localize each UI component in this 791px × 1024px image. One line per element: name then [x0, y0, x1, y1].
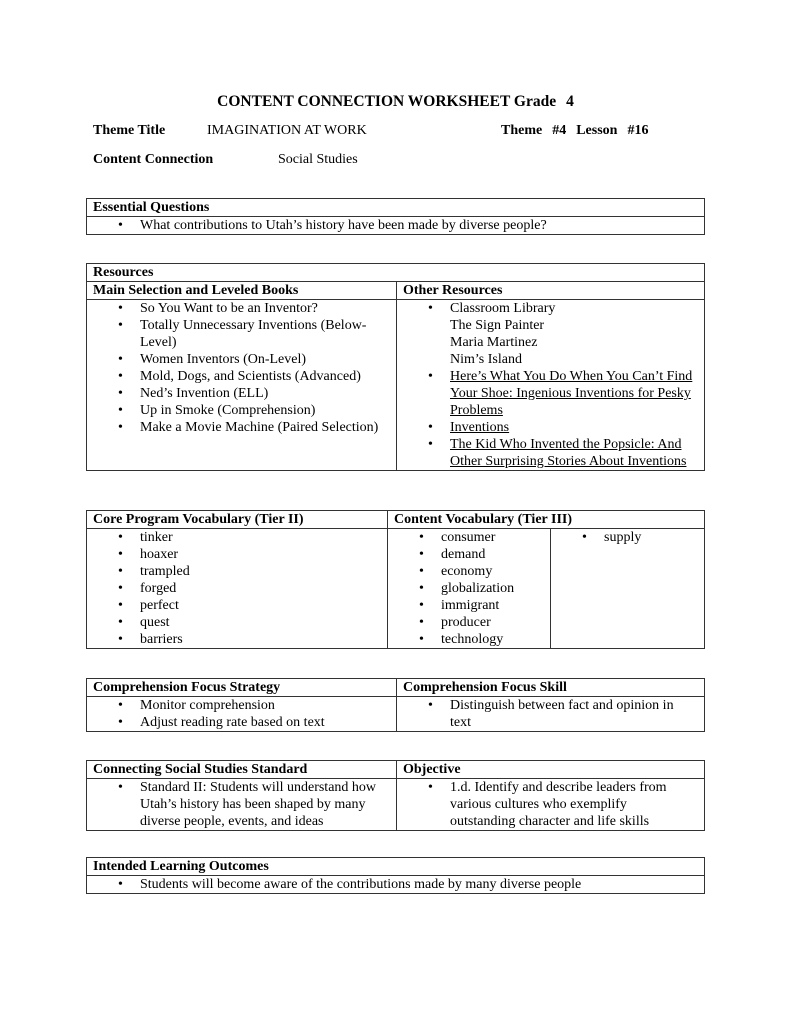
- comprehension-strategy-header: Comprehension Focus Strategy: [87, 679, 397, 697]
- content-vocabulary-item: • producer: [441, 614, 544, 631]
- library-book: Maria Martinez: [450, 335, 538, 350]
- essential-questions-header: Essential Questions: [87, 199, 705, 217]
- resources-header: Resources: [87, 264, 705, 282]
- core-vocabulary-item: • barriers: [140, 631, 381, 648]
- classroom-library-label: • Classroom Library: [450, 301, 556, 316]
- theme-title-row: [93, 123, 367, 139]
- skill-item: • Distinguish between fact and opinion in text: [450, 697, 694, 731]
- core-vocabulary-item: • quest: [140, 614, 381, 631]
- main-selection-item: • Totally Unnecessary Inventions (Below-Level): [140, 317, 380, 351]
- main-selection-item: • Up in Smoke (Comprehension): [140, 402, 380, 419]
- strategy-item: • Adjust reading rate based on text: [140, 714, 390, 731]
- content-vocabulary-item: • technology: [441, 631, 544, 648]
- library-book: The Sign Painter: [450, 318, 545, 333]
- core-vocabulary-item: • trampled: [140, 563, 381, 580]
- content-vocabulary-item: • globalization: [441, 580, 544, 597]
- outcome-item: • Students will become aware of the contributions made by many diverse people: [140, 876, 698, 893]
- outcomes-header: Intended Learning Outcomes: [87, 858, 705, 876]
- standard-table: [86, 760, 705, 831]
- content-connection-value: Social Studies: [278, 152, 358, 167]
- content-vocabulary-item: • supply: [604, 529, 698, 546]
- strategy-item: • Monitor comprehension: [140, 697, 390, 714]
- objective-item: • 1.d. Identify and describe leaders from various cultures who exemplify outstanding character and life skills: [450, 779, 694, 830]
- main-selection-item: • Make a Movie Machine (Paired Selection): [140, 419, 380, 436]
- standard-item: • Standard II: Students will understand how Utah’s history has been shaped by many diverse people, events, and ideas: [140, 779, 386, 830]
- objective-cell: [397, 779, 705, 831]
- core-vocabulary-cell: [87, 529, 388, 649]
- core-vocabulary-item: • tinker: [140, 529, 381, 546]
- content-vocabulary-item: • consumer: [441, 529, 544, 546]
- comprehension-table: [86, 678, 705, 732]
- objective-header: Objective: [397, 761, 705, 779]
- theme-number: #4: [552, 123, 567, 138]
- other-resources-header: Other Resources: [397, 282, 705, 300]
- other-resource-link[interactable]: • Here’s What You Do When You Can’t Find Your Shoe: Ingenious Inventions for Pesky Problems: [450, 368, 694, 419]
- content-vocabulary-item: • immigrant: [441, 597, 544, 614]
- essential-questions-body: [87, 217, 705, 235]
- lesson-number: #16: [627, 123, 649, 138]
- essential-questions-table: [86, 198, 705, 235]
- core-vocabulary-item: • hoaxer: [140, 546, 381, 563]
- core-vocabulary-header: Core Program Vocabulary (Tier II): [87, 511, 388, 529]
- lesson-label: Lesson: [576, 123, 618, 138]
- main-selection-header: Main Selection and Leveled Books: [87, 282, 397, 300]
- page-title-text: CONTENT CONNECTION WORKSHEET Grade: [217, 93, 557, 110]
- theme-title-label: Theme Title: [93, 123, 166, 138]
- other-resource-link[interactable]: • The Kid Who Invented the Popsicle: And Other Surprising Stories About Inventions: [450, 436, 694, 470]
- content-vocabulary-header: Content Vocabulary (Tier III): [388, 511, 705, 529]
- core-vocabulary-item: • perfect: [140, 597, 381, 614]
- comprehension-skill-header: Comprehension Focus Skill: [397, 679, 705, 697]
- content-vocabulary-cell-2: [551, 529, 705, 649]
- content-vocabulary-cell: [388, 529, 551, 649]
- theme-title-value: IMAGINATION AT WORK: [207, 123, 367, 138]
- outcomes-table: [86, 857, 705, 894]
- page-title: [0, 93, 791, 111]
- other-resources-cell: [397, 300, 705, 471]
- core-vocabulary-item: • forged: [140, 580, 381, 597]
- standard-cell: [87, 779, 397, 831]
- main-selection-item: • So You Want to be an Inventor?: [140, 300, 380, 317]
- comprehension-skill-cell: [397, 697, 705, 732]
- main-selection-item: • Mold, Dogs, and Scientists (Advanced): [140, 368, 380, 385]
- main-selection-cell: [87, 300, 397, 471]
- content-vocabulary-item: • economy: [441, 563, 544, 580]
- theme-lesson-info: [501, 123, 658, 139]
- essential-question-item: • What contributions to Utah’s history have been made by diverse people?: [140, 217, 698, 234]
- theme-label: Theme: [501, 123, 543, 138]
- content-connection-label: Content Connection: [93, 152, 214, 167]
- vocabulary-table: [86, 510, 705, 649]
- comprehension-strategy-cell: [87, 697, 397, 732]
- resources-table: [86, 263, 705, 471]
- content-vocabulary-item: • demand: [441, 546, 544, 563]
- main-selection-item: • Women Inventors (On-Level): [140, 351, 380, 368]
- main-selection-item: • Ned’s Invention (ELL): [140, 385, 380, 402]
- outcomes-body: [87, 876, 705, 894]
- library-book: Nim’s Island: [450, 352, 522, 367]
- grade-value: 4: [566, 93, 574, 110]
- other-resource-item: [450, 300, 694, 368]
- standard-header: Connecting Social Studies Standard: [87, 761, 397, 779]
- other-resource-link[interactable]: • Inventions: [450, 419, 694, 436]
- content-connection-row: [93, 152, 358, 168]
